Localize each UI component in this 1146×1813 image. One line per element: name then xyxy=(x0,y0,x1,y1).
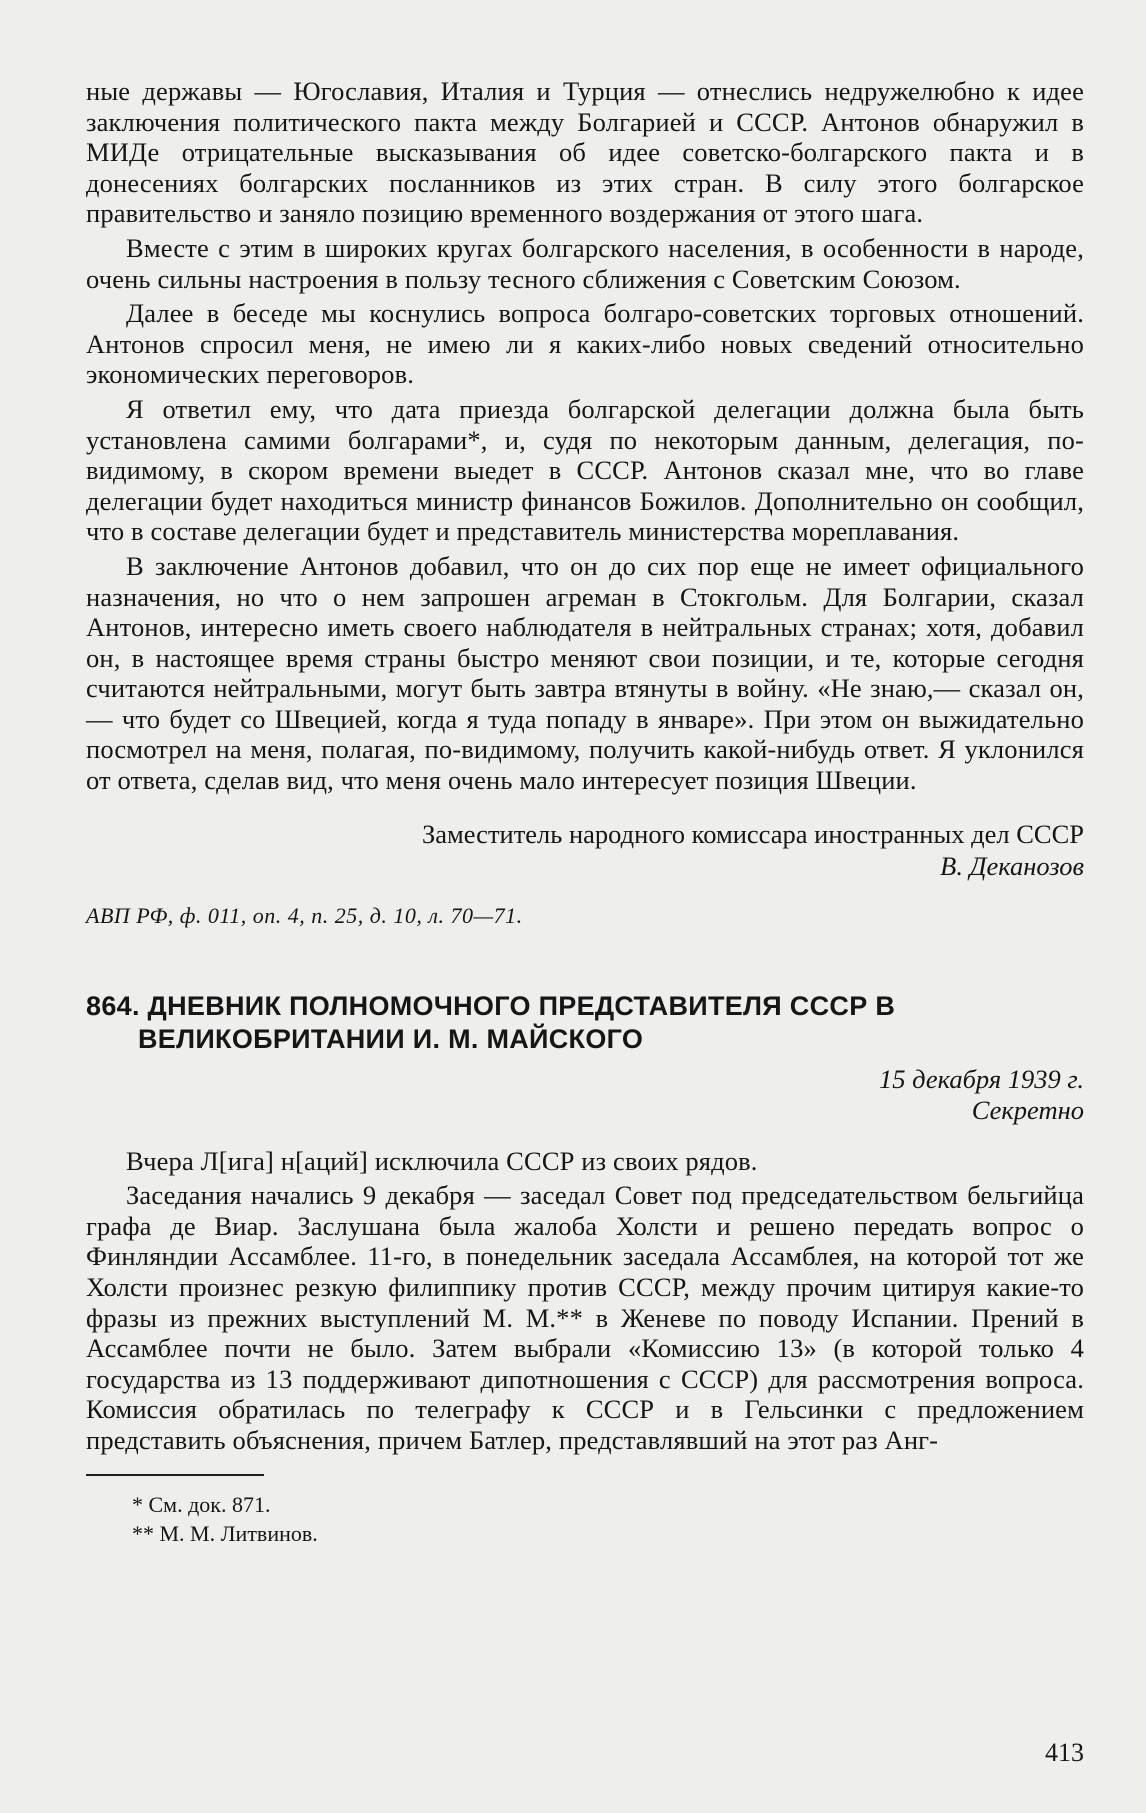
paragraph: Далее в беседе мы коснулись вопроса болгаро-советских торговых отношений. Антонов спросил меня, не имею ли я каких-либо новых сведений относительно экономических переговоров. xyxy=(86,298,1084,390)
letter-body xyxy=(86,76,1084,796)
signatory-position: Заместитель народного комиссара иностранных дел СССР xyxy=(421,818,1084,849)
paragraph: В заключение Антонов добавил, что он до сих пор еще не имеет официального назначения, но что о нем запрошен агреман в Стокгольм. Для Болгарии, сказал Антонов, интересно иметь своего наблюдателя в нейтральных странах; хотя, добавил он, в настоящее время страны быстро меняют свои позиции, и те, которые сегодня считаются нейтральными, могут быть завтра втянуты в войну. «Не знаю,— сказал он,— что будет со Швецией, когда я туда попаду в январе». При этом он выжидательно посмотрел на меня, полагая, по-видимому, получить какой-нибудь ответ. Я уклонился от ответа, сделав вид, что меня очень мало интересует позиция Швеции. xyxy=(86,550,1084,796)
paragraph: Заседания начались 9 декабря — заседал Совет под председательством бельгийца графа де Виар. Заслушана была жалоба Холсти и решено передать вопрос о Финляндии Ассамблее. 11-го, в понедельник заседала Ассамблея, на которой тот же Холсти произнес резкую филиппику против СССР, между прочим цитируя какие-то фразы из прежних выступлений М. М.** в Женеве по поводу Испании. Прений в Ассамблее почти не было. Затем выбрали «Комиссию 13» (в которой только 4 государства из 13 поддерживают дипотношения с СССР) для рассмотрения вопроса. Комиссия обратилась по телеграфу к СССР и в Гельсинки с предложением представить объяснения, причем Батлер, представлявший на этот раз Анг- xyxy=(86,1180,1084,1455)
diary-body xyxy=(86,1146,1084,1456)
document-heading: 864. ДНЕВНИК ПОЛНОМОЧНОГО ПРЕДСТАВИТЕЛЯ СССР В ВЕЛИКОБРИТАНИИ И. М. МАЙСКОГО xyxy=(86,990,896,1054)
footnote: * См. док. 871. xyxy=(132,1491,271,1517)
signatory-name: В. Деканозов xyxy=(940,850,1084,881)
footnotes xyxy=(86,1490,1084,1548)
document-date: 15 декабря 1939 г. xyxy=(878,1063,1084,1094)
paragraph: Вчера Л[ига] н[аций] исключила СССР из своих рядов. xyxy=(126,1145,758,1176)
paragraph: ные державы — Югославия, Италия и Турция — отнеслись недружелюбно к идее заключения политического пакта между Болгарией и СССР. Антонов обнаружил в МИДе отрицательные высказывания об идее советско-болгарского пакта и в донесениях болгарских посланников из этих стран. В силу этого болгарское правительство и заняло позицию временного воздержания от этого шага. xyxy=(86,76,1084,229)
footnote: ** М. М. Литвинов. xyxy=(132,1520,318,1546)
document-classification: Секретно xyxy=(971,1094,1084,1125)
archive-reference: АВП РФ, ф. 011, оп. 4, п. 25, д. 10, л. 70—71. xyxy=(86,902,523,928)
paragraph: Я ответил ему, что дата приезда болгарской делегации должна была быть установлена самими болгарами*, и, судя по некоторым данным, делегация, по-видимому, в скором времени выедет в СССР. Антонов сказал мне, что во главе делегации будет находиться министр финансов Божилов. Дополнительно он сообщил, что в составе делегации будет и представитель министерства мореплавания. xyxy=(86,393,1084,547)
paragraph: Вместе с этим в широких кругах болгарского населения, в особенности в народе, очень сильны настроения в пользу тесного сближения с Советским Союзом. xyxy=(86,232,1084,294)
page-number: 413 xyxy=(1045,1738,1084,1767)
document-meta xyxy=(86,1064,1084,1126)
footnote-divider xyxy=(86,1474,264,1476)
signature-block xyxy=(86,818,1084,882)
